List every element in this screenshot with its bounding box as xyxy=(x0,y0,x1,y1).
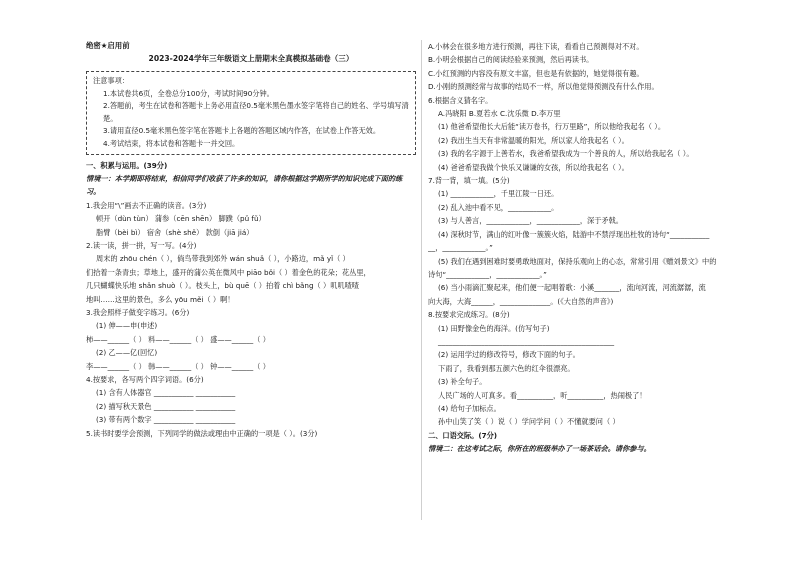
left-column xyxy=(86,36,416,440)
question-line: (5) 我们在遇到困难时要勇敢地面对，保持乐观向上的心态，常常引用《赠刘景文》中的 xyxy=(438,256,717,266)
question-line: (2) 乱入池中看不见，____________。 xyxy=(438,202,559,212)
notice-item: 1.本试卷共6页，全卷总分100分，考试时间90分钟。 xyxy=(103,88,274,98)
section-heading: 一、积累与运用。(39分) xyxy=(86,160,168,170)
question-line: C.小红预测的内容没有原文丰富，但也是有依据的，她觉得很有趣。 xyxy=(428,68,644,78)
question-line: 柿——______（ ） 料——______（ ） 盛——______（ ） xyxy=(86,334,270,344)
question-line: 8.按要求完成练习。(8分) xyxy=(428,310,510,320)
question-line: _________________________________________________ xyxy=(438,336,615,346)
question-line: 人民广场的人可真多。看__________，听__________，热闹极了！ xyxy=(438,390,647,400)
right-questions xyxy=(428,40,760,456)
question-line: 5.读书时要学会预测，下列同学的做法或理由中正确的一项是（ ）。(3分) xyxy=(86,428,318,438)
notice-item: 3.请用直径0.5毫米黑色签字笔在答题卡上各题的答题区域内作答，在试卷上作答无效。 xyxy=(103,126,381,136)
question-line: 1.我会用“\”画去不正确的读音。(3分) xyxy=(86,200,207,210)
question-line: 下雨了，我看到那五颜六色的红伞很漂亮。 xyxy=(438,363,575,373)
question-line: (1) 含有人体器官 ___________ ___________ xyxy=(96,388,236,398)
notice-item: 4.考试结束，将本试卷和答题卡一并交回。 xyxy=(103,138,240,148)
question-line: (1) 伸——申(申述) xyxy=(96,321,158,331)
notice-heading: 注意事项： xyxy=(93,76,129,85)
question-line: B.小明会根据自己的阅读经验来预测，然后再读书。 xyxy=(428,55,594,65)
question-line: 6.根据含义猜名字。 xyxy=(428,95,493,105)
left-questions xyxy=(86,159,416,441)
question-line: (1) 田野像金色的海洋。(仿写句子) xyxy=(438,323,550,333)
section-heading: 二、口语交际。(7分) xyxy=(428,430,498,440)
column-divider xyxy=(421,40,422,520)
question-line: (4) 爸爸希望我做个快乐又谦谦的女孩，所以给我起名（ ）。 xyxy=(438,162,629,172)
question-line: 向大海，大海______，______________。(《大自然的声音》) xyxy=(428,296,614,306)
question-line: 周末的 zhōu chén（ ），倘鸟带我到郊外 wán shuǎ（ ），小路边，mǎ yǐ（ ） xyxy=(96,254,350,264)
question-line: 4.按要求，各写两个四字词语。(6分) xyxy=(86,375,204,385)
section-heading: 情境二：在这考试之际，你所在的班级举办了一场茶话会。请你参与。 xyxy=(428,444,651,454)
confidential-label: 绝密★启用前 xyxy=(86,41,130,50)
question-line: (2) 运用学过的修改符号，修改下面的句子。 xyxy=(438,350,580,360)
question-line: (3) 我的名字源于上善若水，我爸希望我成为一个善良的人，所以给我起名（ ）。 xyxy=(438,149,694,159)
question-line: (1) ____________，千里江陵一日还。 xyxy=(438,189,559,199)
question-line: 地叫……这里的景色，多么 yōu měi（ ）啊！ xyxy=(86,294,235,304)
question-line: 李——______（ ） 韩——______（ ） 钟——______（ ） xyxy=(86,361,270,371)
question-line: 脂臂（bèi bì） 宿舍（shè shě） 款倒（jiā jiá） xyxy=(96,227,254,237)
exam-title: 2023-2024学年三年级语文上册期末全真模拟基础卷（三） xyxy=(148,54,354,63)
question-line: __，____________。” xyxy=(428,243,493,253)
question-line: (3) 与人善言，____________，____________，深于矛戟。 xyxy=(438,216,623,226)
question-line: 2.读一读，拼一拼，写一写。(4分) xyxy=(86,241,197,250)
question-line: (4) 深秋时节，满山的红叶像一簇簇火焰，陆游中不禁浮现出杜牧的诗句“___________ xyxy=(438,229,710,239)
question-line: 顿开（dùn tùn） 蒲参（cēn shēn） 脚蹼（pǔ fǔ） xyxy=(96,214,266,224)
question-line: 几只蝴蝶快乐地 shǎn shuò（ ）。枝头上，bù quē（ ）拍着 chì bǎng（ ）叽叽喳喳 xyxy=(86,281,359,291)
question-line: 3.我会照样子做变字练习。(6分) xyxy=(86,308,190,318)
notice-item: 2.答题前，考生在试卷和答题卡上务必用直径0.5毫米黑色墨水签字笔将自己的姓名、学号填写清楚。 xyxy=(103,101,409,123)
question-line: A.冯晓阳 B.夏若水 C.沈乐微 D.李万里 xyxy=(438,109,561,119)
right-column xyxy=(428,40,760,456)
question-line: (6) 当小雨滴汇聚起来，他们便一起唱着歌：小溪_______，流向河流，河流潺潺，流 xyxy=(438,283,706,293)
question-line: D.小刚的预测经常与故事的结局不一样，所以他觉得预测没有什么作用。 xyxy=(428,82,659,92)
question-line: 孙中山笑了笑（ ）说（ ）学问学问（ ）不懂就要问（ ） xyxy=(438,417,620,427)
notice-box xyxy=(86,71,416,155)
question-line: 7.背一背，填一填。(5分) xyxy=(428,176,510,186)
question-line: (3) 补全句子。 xyxy=(438,377,487,387)
question-line: (1) 他爸希望他长大后能“读万卷书，行万里路”，所以他给我起名（ ）。 xyxy=(438,122,666,132)
question-line: A.小林会在很多地方进行预测，再往下读，看看自己预测得对不对。 xyxy=(428,42,644,51)
question-line: (2) 乙——亿(回忆) xyxy=(96,348,158,358)
section-heading: 情境一：本学期即将结束，相信同学们收获了许多的知识，请你根据这学期所学的知识完成下面的练习。 xyxy=(86,173,403,197)
question-line: (3) 带有两个数字 ___________ ___________ xyxy=(96,415,236,425)
question-line: 们拾着一条青虫；草地上，盛开的蒲公英在微风中 piāo bǒi（ ）着金色的花朵；花丛里， xyxy=(86,267,371,277)
question-line: (2) 描写秋天景色 ___________ ___________ xyxy=(96,401,236,411)
question-line: (2) 我出生当天有非常温暖的阳光，所以家人给我起名（ ）。 xyxy=(438,135,629,145)
question-line: 诗句“____________，____________。” xyxy=(428,269,547,279)
question-line: (4) 给句子加标点。 xyxy=(438,403,501,413)
